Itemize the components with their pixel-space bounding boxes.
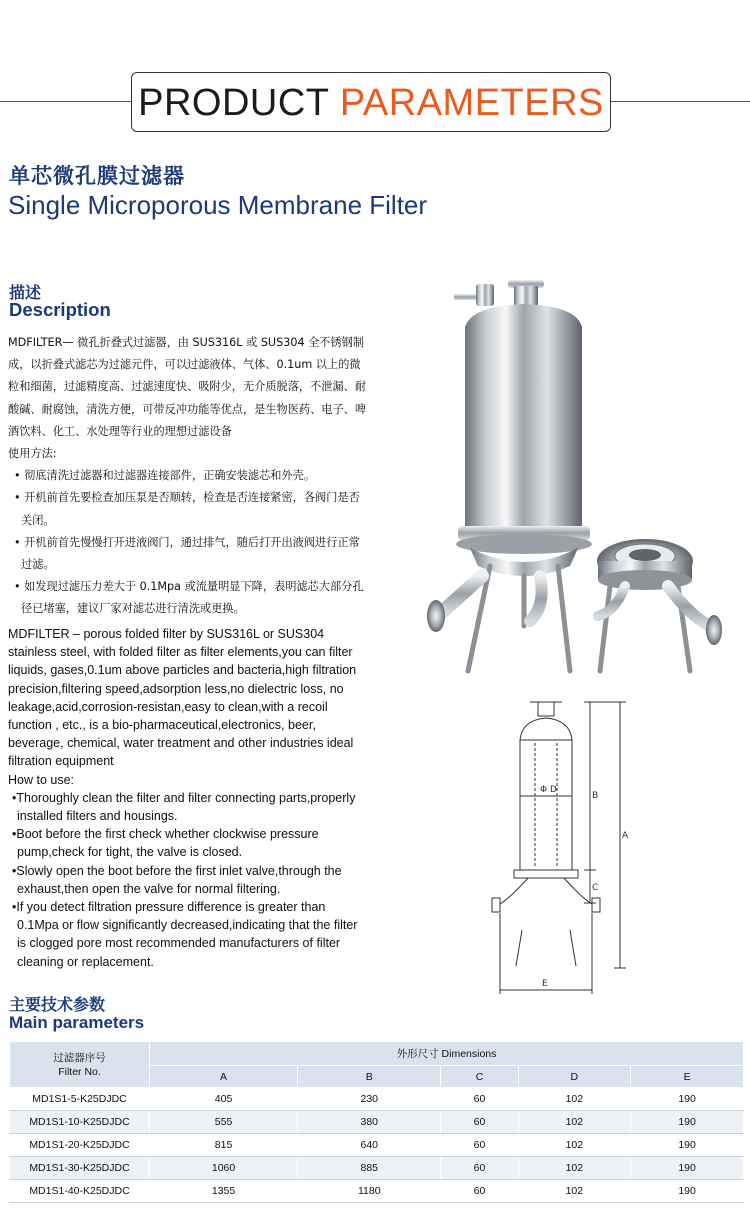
- cell-a: 1060: [150, 1157, 298, 1180]
- cell-e: 190: [631, 1111, 744, 1134]
- col-header-b: B: [298, 1066, 441, 1088]
- cell-d: 102: [518, 1180, 631, 1203]
- usage-step-cn-2: • 开机前首先要检查加压泵是否顺转，检查是否连接紧密，各阀门是否关闭。: [14, 491, 360, 527]
- cell-filter-no: MD1S1-30-K25DJDC: [10, 1157, 150, 1180]
- cell-d: 102: [518, 1157, 631, 1180]
- usage-step-cn-4: • 如发现过滤压力差大于 0.1Mpa 或流量明显下降，表明滤芯大部分孔径已堵塞，建议厂家对滤芯进行清洗或更换。: [14, 580, 364, 616]
- dim-label-e: E: [542, 979, 548, 989]
- params-heading-en: Main parameters: [9, 1013, 145, 1032]
- col-header-c: C: [441, 1066, 518, 1088]
- filter-no-header-cn: 过滤器序号: [53, 1051, 106, 1064]
- cell-c: 60: [441, 1088, 518, 1111]
- description-heading-en: Description: [9, 299, 111, 320]
- table-row: [10, 1157, 744, 1180]
- page-title-word-2: PARAMETERS: [339, 82, 604, 124]
- usage-step-en-1: •Thoroughly clean the filter and filter connecting parts,properly installed filters and housings.: [12, 790, 356, 824]
- cell-c: 60: [441, 1134, 518, 1157]
- params-heading-cn: 主要技术参数: [9, 995, 106, 1014]
- description-cn-intro: MDFILTER— 微孔折叠式过滤器，由 SUS316L 或 SUS304 全不锈钢制成，以折叠式滤芯为过滤元件，可以过滤液体、气体、0.1um 以上的微粒和细菌，过滤精度高、过滤速度快、吸附少，无介质脱落，不泄漏、耐酸碱、耐腐蚀，清洗方便，可带反冲功能等优点，是生物医药、电子、啤酒饮料、化工、水处理等行业的理想过滤设备: [8, 336, 367, 438]
- parameters-table: [9, 1041, 744, 1203]
- filter-no-header-en: Filter No.: [58, 1065, 101, 1078]
- cell-c: 60: [441, 1111, 518, 1134]
- col-header-a: A: [150, 1066, 298, 1088]
- cell-c: 60: [441, 1157, 518, 1180]
- cell-b: 380: [298, 1111, 441, 1134]
- cell-filter-no: MD1S1-20-K25DJDC: [10, 1134, 150, 1157]
- cell-b: 230: [298, 1088, 441, 1111]
- product-photo: [420, 276, 745, 696]
- cell-d: 102: [518, 1134, 631, 1157]
- dim-label-b: B: [592, 791, 599, 801]
- cell-e: 190: [631, 1134, 744, 1157]
- dim-label-c: C: [592, 883, 599, 893]
- dimensions-header: 外形尺寸 Dimensions: [150, 1042, 744, 1066]
- cell-b: 1180: [298, 1180, 441, 1203]
- usage-step-en-2: •Boot before the first check whether clockwise pressure pump,check for tight, the valve is closed.: [12, 827, 319, 860]
- dim-label-a: A: [622, 831, 629, 841]
- page-title-word-1: PRODUCT: [138, 82, 329, 124]
- usage-step-en-3: •Slowly open the boot before the first inlet valve,through the exhaust,then open the valve for normal filtering.: [12, 863, 342, 896]
- header-banner: [131, 72, 611, 132]
- cell-a: 555: [150, 1111, 298, 1134]
- usage-step-cn-1: • 彻底清洗过滤器和过滤器连接部件，正确安装滤芯和外壳。: [14, 469, 316, 483]
- page-title: [132, 82, 610, 125]
- product-title-cn: 单芯微孔膜过滤器: [9, 164, 185, 188]
- usage-step-cn-3: • 开机前首先慢慢打开进液阀门，通过排气，随后打开出液阀进行正常过滤。: [14, 535, 360, 572]
- usage-step-en-4: •If you detect filtration pressure difference is greater than 0.1Mpa or flow significantly decreased,indicating that the filter is clogged pore most recommended manufacturers of filter cleaning or replacement.: [12, 900, 358, 969]
- cell-e: 190: [631, 1088, 744, 1111]
- cell-e: 190: [631, 1180, 744, 1203]
- cell-c: 60: [441, 1180, 518, 1203]
- table-row: [10, 1111, 744, 1134]
- usage-label-en: How to use:: [8, 772, 75, 787]
- technical-drawing: [480, 698, 650, 998]
- cell-a: 815: [150, 1134, 298, 1157]
- dim-label-d: Φ D: [540, 785, 557, 795]
- description-en: [8, 625, 368, 971]
- cell-d: 102: [518, 1088, 631, 1111]
- table-row: [10, 1180, 744, 1203]
- description-en-intro: MDFILTER – porous folded filter by SUS316L or SUS304 stainless steel, with folded filter as filter elements,you can filter liquids, gases,0.1um above particles and bacteria,high filtration precision,filtering speed,adsorption less,no dielectric loss, no leakage,acid,corrosion-resistan,easy to clean,with a recoil function , etc., is a bio-pharmaceutical,electronics, beer, beverage, chemical, water treatment and other industries ideal filtration equipment: [8, 627, 357, 769]
- cell-filter-no: MD1S1-10-K25DJDC: [10, 1111, 150, 1134]
- cell-a: 405: [150, 1088, 298, 1111]
- cell-b: 640: [298, 1134, 441, 1157]
- cell-e: 190: [631, 1157, 744, 1180]
- description-cn: [8, 332, 366, 621]
- product-title-en: Single Microporous Membrane Filter: [8, 190, 428, 220]
- table-row: [10, 1134, 744, 1157]
- cell-d: 102: [518, 1111, 631, 1134]
- description-heading-cn: 描述: [9, 283, 42, 302]
- filter-no-header: [10, 1042, 150, 1088]
- col-header-e: E: [631, 1066, 744, 1088]
- header-rule-right: [610, 101, 750, 102]
- cell-a: 1355: [150, 1180, 298, 1203]
- cell-filter-no: MD1S1-40-K25DJDC: [10, 1180, 150, 1203]
- usage-label-cn: 使用方法:: [8, 447, 57, 461]
- table-row: [10, 1088, 744, 1111]
- col-header-d: D: [518, 1066, 631, 1088]
- header-rule-left: [0, 101, 132, 102]
- cell-b: 885: [298, 1157, 441, 1180]
- cell-filter-no: MD1S1-5-K25DJDC: [10, 1088, 150, 1111]
